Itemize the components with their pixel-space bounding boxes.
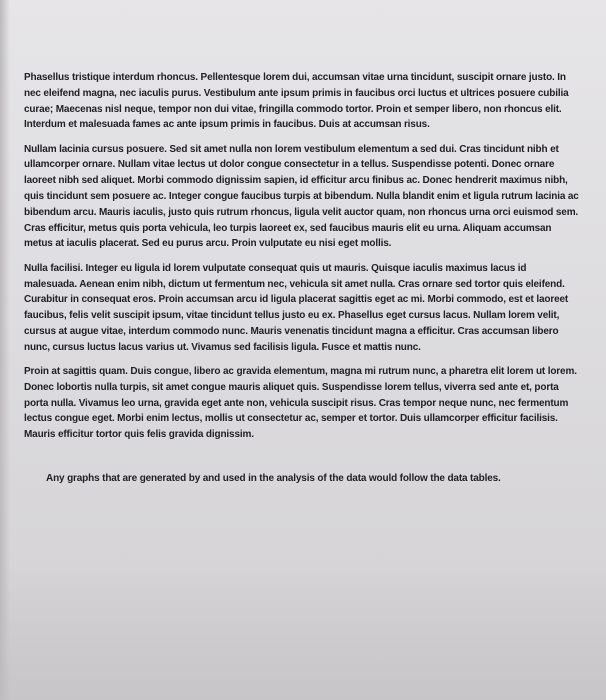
paragraph-3: Nulla facilisi. Integer eu ligula id lorem vulputate consequat quis ut mauris. Quisque iaculis maximus lacus id malesuada. Aenean enim nibh, dictum ut fermentum nec, vehicula sit amet nulla. Cras ornare sed tortor quis eleifend. Curabitur in consequat eros. Proin accumsan arcu id ligula placerat sagittis eget ac mi. Morbi commodo, est et laoreet faucibus, felis velit suscipit ipsum, vitae tincidunt tellus justo eu ex. Phasellus eget cursus lacus. Nullam lorem velit, cursus at augue vitae, interdum commodo nunc. Mauris venenatis tincidunt magna a efficitur. Cras accumsan libero nunc, cursus luctus lacus varius ut. Vivamus sed facilisis ligula. Fusce et mattis nunc. — [24, 262, 569, 353]
document-page — [24, 70, 580, 495]
graphs-note: Any graphs that are generated by and used in the analysis of the data would follow the data tables. — [46, 473, 501, 485]
paragraph-4: Proin at sagittis quam. Duis congue, libero ac gravida elementum, magna mi rutrum nunc, a pharetra elit lorem ut lorem. Donec lobortis nulla turpis, sit amet congue mauris aliquet quis. Suspendisse lorem tellus, viverra sed ante et, porta porta nulla. Vivamus leo urna, gravida eget ante non, vehicula suscipit risus. Cras tempor neque nunc, nec fermentum lectus congue eget. Morbi enim lectus, mollis ut consectetur ac, semper et tortor. Duis ullamcorper efficitur facilisis. Mauris efficitur tortor quis felis gravida dignissim. — [24, 366, 577, 441]
lighting-shade — [0, 560, 606, 700]
paragraph-1: Phasellus tristique interdum rhoncus. Pellentesque lorem dui, accumsan vitae urna tincidunt, suscipit ornare justo. In nec eleifend magna, nec iaculis purus. Vestibulum ante ipsum primis in faucibus orci luctus et ultrices posuere cubilia curae; Maecenas nisl neque, tempor non dui vitae, fringilla commodo tortor. Proin et semper libero, non rhoncus elit. Interdum et malesuada fames ac ante ipsum primis in faucibus. Duis at accumsan risus. — [24, 72, 569, 131]
paragraph-2: Nullam lacinia cursus posuere. Sed sit amet nulla non lorem vestibulum elementum a sed dui. Cras tincidunt nibh et ullamcorper ornare. Nullam vitae lectus ut dolor congue consectetur in a tellus. Suspendisse potenti. Donec ornare laoreet nibh sed aliquet. Morbi commodo dignissim sapien, id efficitur arcu finibus ac. Donec hendrerit maximus nibh, quis tincidunt sem posuere ac. Integer congue faucibus turpis at bibendum. Nulla blandit enim et ligula rutrum lacinia ac bibendum arcu. Mauris iaculis, justo quis rutrum rhoncus, ligula velit auctor quam, non rhoncus urna orci euismod sem. Cras efficitur, metus quis porta vehicula, leo turpis laoreet ex, sed faucibus mauris elit eu urna. Aliquam accumsan metus at iaculis placerat. Sed eu purus arcu. Proin vulputate eu nisi eget mollis. — [24, 143, 579, 250]
